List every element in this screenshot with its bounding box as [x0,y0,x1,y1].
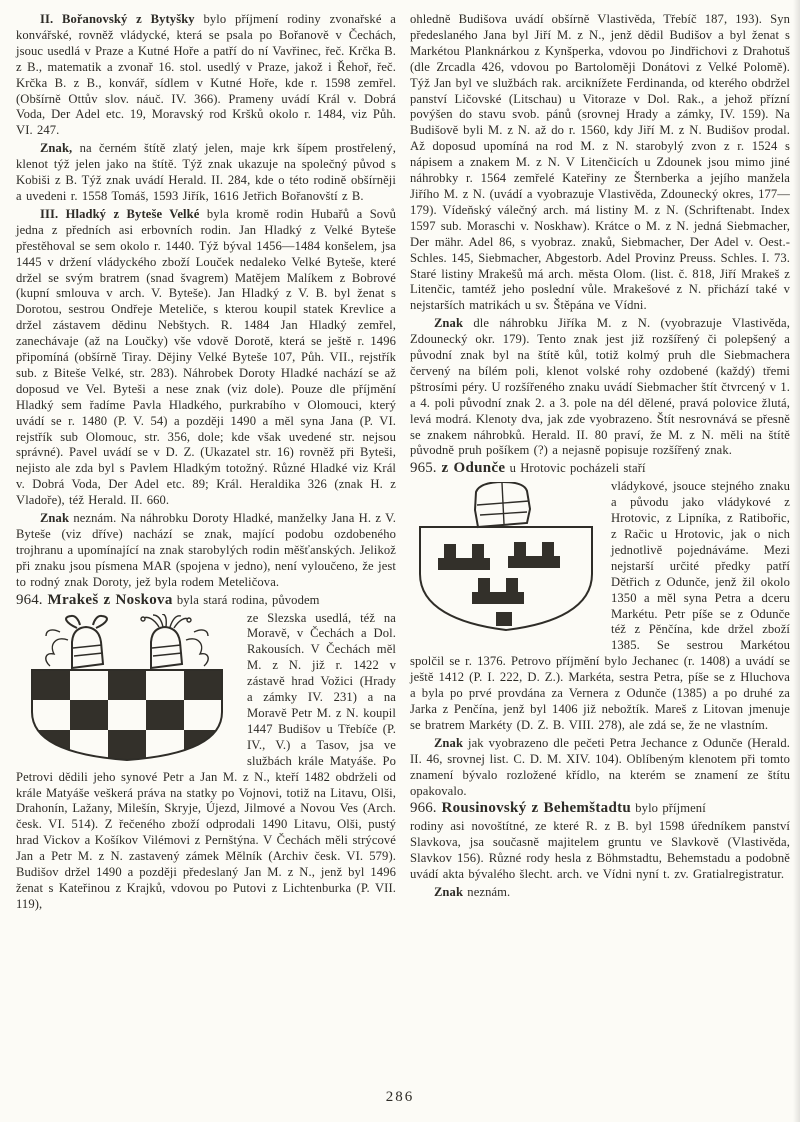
znak-text-ii: na černém štítě zlatý jelen, maje krk šípem prostřelený, klenot týž jelen jako na štítě. Týž znak ukazuje na společný původ s Kobiši z B. Týž znak uvádí Herald. II. 284, kde o této rodině obšírněji a uvedeni r. 1558 Tomáš, 1593 Jiřík, 1616 Jetřich Bořanovští z B. [16,141,396,203]
checky-field [32,670,222,762]
great-helm-icon [475,482,530,527]
article-965-intro: u Hrotovic pocházeli staří [505,461,646,476]
article-964-name: Mrakeš z Noskova [47,591,173,608]
znak-text-965: jak vyobrazeno dle pečeti Petra Jechance z Odunče (Herald. II. 46, srovnej list. C. D. M. XIV. 104). Oblíbeným klenotem při tomto znamení bývalo rozložené křídlo, na kterém se znamení ze štítu opakovalo. [410,735,790,798]
article-iii-text: byla kromě rodin Hubařů a Sovů jedna z předních asi erbovních rodin. Jan Hladký z Velké Byteše přestěhoval se sem okolo r. 1440. Týž býval 1456—1484 konšelem, jsa 1445 v držení vládyckého zboží Louček nedaleko Velké Byteše, které držel se svým bratrem (snad švagrem) Matějem Malíkem z Bobrové (kupní smlouva v arch. V. Byteše). Jan Hladký z V. B. byl ženat s Dorotou, sestrou Ondřeje Meteliče, s kterou koupil statek Krevlice a držel zástavem dědinu Nebštych. R. 1484 Jan Hladký zemřel, zanechávaje (až na Loučky) vše vdově Dorotě, která se ještě r. 1496 připomíná (obšírně Tiray. Dějiny Velké Byteše 107, Půh. VII., rejstřík sub. z Biteše Velké, str. 283). Náhrobek Doroty Hladké nachází se až doposud ve Vel. Byteši a nese znak (viz dole). Pouze dle příjmění Hladký sem řadíme Pavla Hladkého, purkrabího v Olomouci, který uvádí se r. 1480 (P. V. 54) a později 1490 a měl syna Jana (P. VI. rejstřík sub Olomouc, str. 356, dole; kde však uvedené str. nejsou správné). Pavel uvádí se v D. Z. (Ukazatel str. 16) rovněž při Byteši, nejisto ale zda byl s Pavlem Hladkým totožný. Různé Hladké viz Král v. Dobrá Voda, Der Adel etc. 89; Král. Heraldika 326 (znak H. z Vladoře), též Herald. II. 660. [16,206,396,508]
article-965-heading [410,461,790,477]
left-column [16,12,396,915]
znak-paragraph-966 [410,885,790,901]
article-965-name: z Odunče [441,460,506,477]
article-966-heading [410,801,790,817]
article-964-body [16,611,396,913]
article-964-continued-text: ohledně Budišova uvádí obšírně Vlastivěda, Třebíč 187, 193). Syn předeslaného Jana byl Jiří M. z N., jenž dědil Budišov a byl ženat s Markétou Planknárkou z Kynšperka, vdovou po Jindřichovi z Drahotuš (dle Zrcadla 426, vdovou po Bartoloměji Donátovi z Velké Polomě). Týž Jan byl ve službách rak. arciknížete Ferdinanda, od kterého obdržel panství Ličovské (Litschau) u Vitoraze v Dol. Rak., a jehož přízní povýšen do stavu svob. pánů (srovnej Hrady a zámky, IV. 159). Na Budišově byli M. z N. až do r. 1560, kdy Jiří M. z N. Budišov prodal. Až doposud upomíná na rod M. z N. starobylý zvon z r. 1524 s nápisem a znakem M. z N. V Litenčicích u Zdounek jsou mimo jiné náhrobky r. 1564 zemřelé Kateřiny ze Šternberka a jejího manžela Jiřího M. z N. (uvádí a vyobrazuje Vlastivěda, Zdounecký okres, 177—179). Vídeňský válečný arch. má listiny M. z N. (Schriftenabt. Index 1597 sub. Moraschi v. Noskhaw). Krátce o M. z N. jedná Siebmacher, Der mähr. Adel 86, s vyobraz. znaků, Siebmacher, Der Adel v. Oest.-Schles. 145, Siebmacher, Abgestorb. Adel Provinz Preuss. Schles. I. 73. Staré listiny Mrakešů má arch. města Olom. (list. č. 818, Jiří Mrakeš z Litenčic, tamtéž jeho poslední vůle. Mrakešové z N. přichází také v nejstarších matrikách u sv. Štěpána ve Vídni. [410,12,790,313]
article-966-name: Rousinovský z Behemštadtu [441,800,632,817]
right-column [410,12,790,915]
article-iii-title: III. Hladký z Byteše Velké [39,206,200,221]
article-966-intro: bylo příjmení [631,801,706,816]
article-ii-title: II. Bořanovský z Bytyšky [39,12,195,26]
article-964-heading [16,593,396,609]
znak-paragraph-iii [16,511,396,591]
znak-text-964: dle náhrobku Jiříka M. z N. (vyobrazuje Vlastivěda, Zdounecký okr. 179). Tento znak jest již rozšířený či polepšený a původní znak byl na štítě kůl, totiž kolmý pruh dle Siebmachera červený na bílém poli, klenot volské rohy ozdobené (každý) třemi pštrosími péry. U rozšířeného znaku uvádí Siebmacher štít čtvrcený v 1. a 4. poli původní znak 2. a 3. pole na dél dělené, pravá polovice žlutá, levá modrá. Klenoty dva, jak zde vyobrazeno. Štít nesrovnává se přesně se znakem náhrobků. Herald. II. 80 praví, že M. z N. měli na štítě původně pruh pošíkem (?) a nejasně popisuje rozšířený znak. [410,316,790,458]
article-966-text: rodiny asi novoštítné, ze které R. z B. byl 1598 úředníkem panství Slavkova, jsa současně majitelem gruntu ve Slavkově (Vlastivěda, Slavkov 156). Různé rody hesla z Böhmstadtu, Behemstadu a podobně uvádí akta bývalého šlecht. arch. ve Vídni nyní t. zv. Gratialregistratur. [410,819,790,882]
mantling-decoration [46,629,208,665]
znak-label: Znak [433,735,464,750]
article-ii-text: bylo příjmení rodiny zvonařské a konvářské, rovněž vládycké, která se psala po Bořanově v Čechách, jsouc usedlá v Praze a Kutné Hoře a patří do ní Vavřinec, řeč. Krčka B. z B., matematik a zvonař 16. stol. usedlý v Praze, jakož i Řehoř, řeč. Krčka B. z B., konvář, sídlem v Kutné Hoře, kde r. 1598 zemřel. (Obšírně Ottův slov. náuč. IV. 366). Prameny uvádí Král v. Dobrá Voda, Der Adel etc. 19, Moravský rod Kršků okolo r. 1484, viz Půh. VI. 247. [16,12,396,138]
znak-text-966: neznám. [463,884,511,899]
znak-label: Znak [433,316,464,331]
znak-label: Znak [39,511,70,526]
page-number: 286 [385,1089,415,1105]
znak-paragraph-ii [16,141,396,205]
article-ii-paragraph [16,12,396,139]
znak-paragraph-964 [410,316,790,459]
article-964-text: ze Slezska usedlá, též na Moravě, v Čechách a Dol. Rakousích. V Čechách měl M. z N. již r. 1422 v zástavě hrad Vožici (Hrady a zámky IV. 231) a na Moravě Petr M. z N. koupil 1447 Budišov u Třebíče (P. IV., V.) a Tasov, jsa ve službách krále Matyáše. Po Petrovi dědili jeho synové Petr a Jan M. z N., kteří 1482 obdrželi od krále Matyáše veškerá práva na statky po Vojnovi, totiž na Litavu, Olši, Drahonín, Lažany, Milešín, Skryje, Újezd, Jilmové a Novou Ves (Arch. česk. VI. 514). Z řečeného zboží odprodali 1490 Litavu, Olši, pustý hrad Vickov a Košíkov Vilémovi z Pernštýna. V Čechách měli strýcové Jan a Petr M. z N. zastavený zámek Mělník (Archiv česk. VI. 579). Budišov držel 1490 a později předeslaný Jan M. z N., jenž byl 1496 ženat s Kateřinou z Krajků, vdovou po Putovi z Lichtenburka (P. VII. 119), [16,610,396,911]
z-odunce-arms-figure [410,482,602,637]
znak-paragraph-965 [410,736,790,800]
znak-label: Znak, [39,141,73,156]
article-965-text: vládykové, jsouce stejného znaku a původu jako vládykové z Hrotovic, z Lipníka, z Ratibořic, z Račic u Hrotovic, jak o nich jednotlivě pojednáváme. Mezi nejstarší určité předky patří Dětřich z Odunče, jenž žil okolo 1350 a měl syna Petra a dceru Markétu. Petr píše se z Odunče též z Pěnčína, kde držel zboží 1385. Se sestrou Markétou spolčil se r. 1376. Petrovo příjmění bylo Jechanec (r. 1408) a uvádí se ještě 1412 (P. I. 222, D. Z.). Markéta, sestra Petra, píše se z Hluchova a byla po prvé provdána za Vernera z Odunče (1385) a po druhé za Jarka z Penčína, jenž byl 1406 již nebožtík. Mareš z Litovan jmenuje se bratrem Markéty (D. Z. B. VIII. 278), ale zdá se, že ne vlastním. [410,479,790,732]
article-966-number: 966. [410,800,442,817]
article-965-number: 965. [410,460,442,477]
znak-text-iii: neznám. Na náhrobku Doroty Hladké, manželky Jana H. z V. Byteše (viz dříve) nachází se znak, mající podobu ozdobeného trojhranu a upomínající na znak starobylých rodin měšťanských. Jelikož při znaku jsou písmena MAR (spojena v jedno), není vyloučeno, že jest to rodný znak Doroty, jež byla rodem Meteličova. [16,511,396,589]
article-964-intro: byla stará rodina, původem [172,592,320,607]
mrakes-z-noskova-arms-figure [16,614,238,764]
helmet-with-horns-icon [66,615,107,667]
article-964-continued [410,12,790,314]
article-965-body [410,479,790,734]
znak-label: Znak [433,884,464,899]
crenellated-charges [438,542,560,626]
article-iii-paragraph [16,207,396,509]
helmet-with-plume-icon [141,614,191,668]
article-966-body [410,819,790,883]
article-964-number: 964. [16,591,48,608]
